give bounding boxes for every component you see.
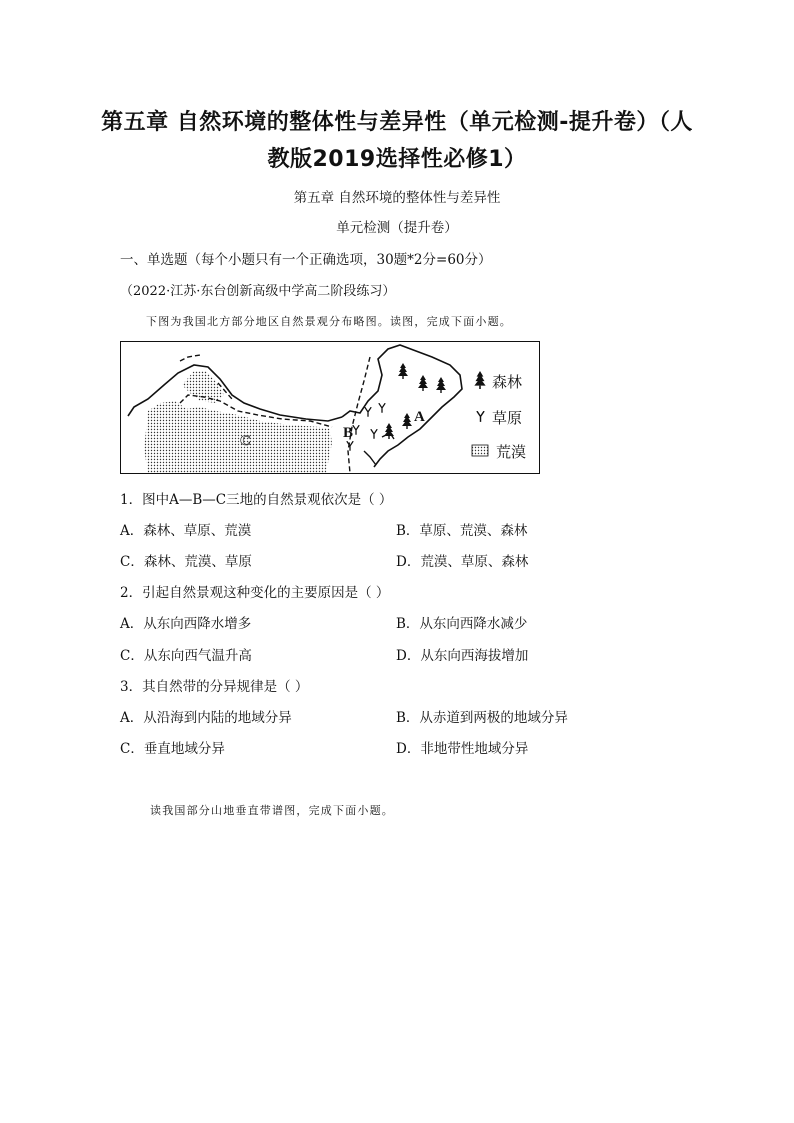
chapter-subtitle: 第五章 自然环境的整体性与差异性	[293, 190, 501, 206]
q1-option-a[interactable]: A．森林、草原、荒漠	[120, 523, 252, 539]
question-1-stem: 1．图中A—B—C三地的自然景观依次是（ ）	[120, 492, 393, 508]
legend-desert: 荒漠	[496, 443, 527, 461]
map-intro: 下图为我国北方部分地区自然景观分布略图。读图，完成下面小题。	[146, 315, 512, 328]
landscape-map	[120, 341, 540, 474]
q3-option-a[interactable]: A．从沿海到内陆的地域分异	[120, 710, 292, 726]
q1-option-c[interactable]: C．森林、荒漠、草原	[120, 554, 252, 570]
q3-option-b[interactable]: B．从赤道到两极的地域分异	[396, 710, 568, 726]
label-a: A	[414, 409, 425, 425]
q2-option-d[interactable]: D．从东向西海拔增加	[396, 648, 529, 664]
question-2-stem: 2．引起自然景观这种变化的主要原因是（ ）	[120, 585, 390, 601]
q1-option-d[interactable]: D．荒漠、草原、森林	[396, 554, 529, 570]
section-heading: 一、单选题（每个小题只有一个正确选项，30题*2分=60分）	[120, 252, 492, 268]
q1-option-b[interactable]: B．草原、荒漠、森林	[396, 523, 528, 539]
q3-option-c[interactable]: C．垂直地域分异	[120, 741, 225, 757]
q2-option-a[interactable]: A．从东向西降水增多	[120, 616, 252, 632]
question-source: （2022·江苏·东台创新高级中学高二阶段练习）	[120, 284, 396, 299]
legend-grassland: 草原	[492, 409, 523, 427]
label-b: B	[343, 425, 354, 441]
label-c: C	[240, 433, 251, 449]
page-title: 第五章 自然环境的整体性与差异性（单元检测-提升卷）（人教版2019选择性必修1）	[101, 110, 693, 172]
q2-option-c[interactable]: C．从东向西气温升高	[120, 648, 252, 664]
unit-subtitle: 单元检测（提升卷）	[336, 220, 458, 236]
question-3-stem: 3．其自然带的分异规律是（ ）	[120, 679, 309, 695]
legend-forest: 森林	[492, 373, 523, 391]
q3-option-d[interactable]: D．非地带性地域分异	[396, 741, 529, 757]
dotted-box-icon	[472, 445, 488, 456]
next-intro: 读我国部分山地垂直带谱图，完成下面小题。	[150, 804, 394, 817]
q2-option-b[interactable]: B．从东向西降水减少	[396, 616, 528, 632]
